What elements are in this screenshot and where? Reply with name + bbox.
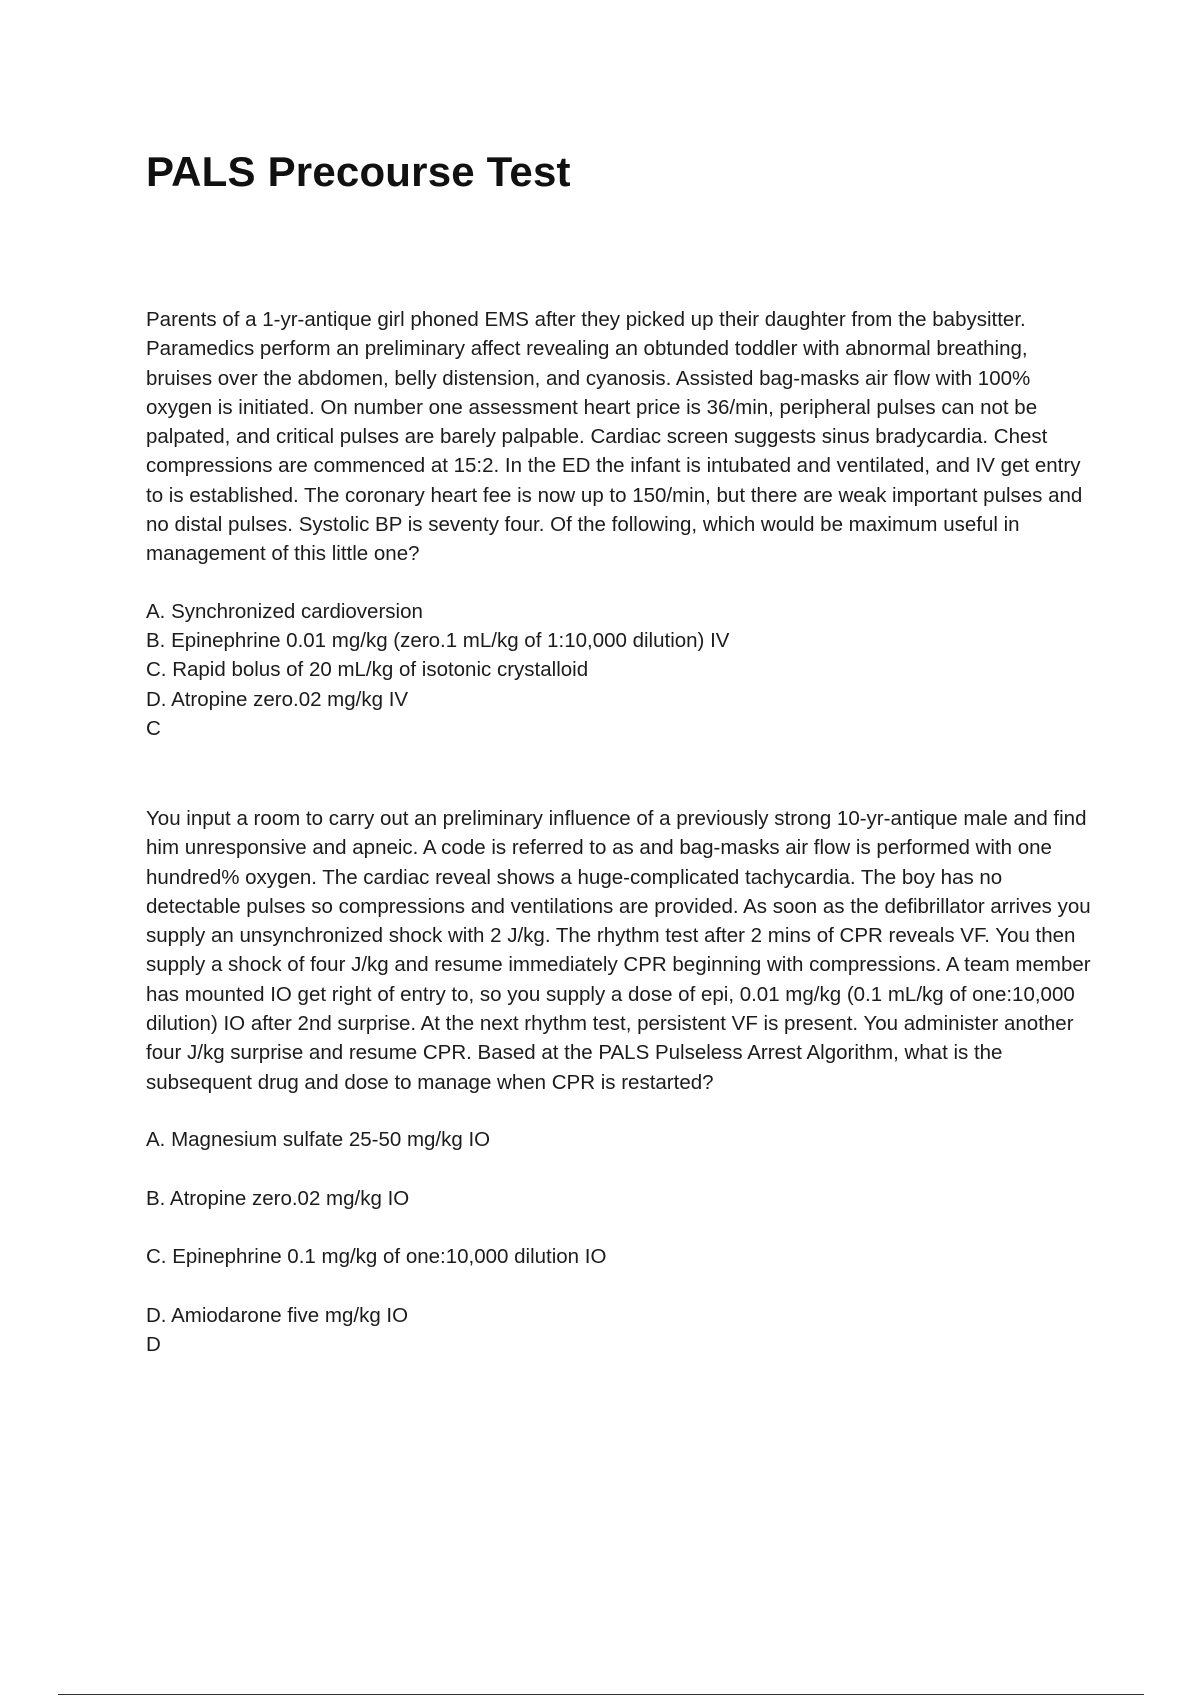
- question-2-option-c: C. Epinephrine 0.1 mg/kg of one:10,000 dilution IO: [146, 1245, 607, 1269]
- question-2-option-d: D. Amiodarone five mg/kg IO: [146, 1303, 409, 1327]
- question-2-option-b: B. Atropine zero.02 mg/kg IO: [146, 1186, 410, 1210]
- question-1-stem: Parents of a 1-yr-antique girl phoned EMS after they picked up their daughter from the babysitter. Paramedics perform an preliminary affect revealing an obtunded toddler with abnormal breathing, bruises over the abdomen, belly distension, and cyanosis. Assisted bag-masks air flow with 100% oxygen is initiated. On number one assessment heart price is 36/min, peripheral pulses can not be palpated, and critical pulses are barely palpable. Cardiac screen suggests sinus bradycardia. Chest compressions are commenced at 15:2. In the ED the infant is intubated and ventilated, and IV get entry to is established. The coronary heart fee is now up to 150/min, but there are weak important pulses and no distal pulses. Systolic BP is seventy four. Of the following, which would be maximum useful in management of this little one?: [146, 308, 1083, 566]
- question-2-stem: You input a room to carry out an preliminary influence of a previously strong 10-yr-antique male and find him unresponsive and apneic. A code is referred to as and bag-masks air flow is performed with one hundred% oxygen. The cardiac reveal shows a huge-complicated tachycardia. The boy has no detectable pulses so compressions and ventilations are provided. As soon as the defibrillator arrives you supply an unsynchronized shock with 2 J/kg. The rhythm test after 2 mins of CPR reveals VF. You then supply a shock of four J/kg and resume immediately CPR beginning with compressions. A team member has mounted IO get right of entry to, so you supply a dose of epi, 0.01 mg/kg (0.1 mL/kg of one:10,000 dilution) IO after 2nd surprise. At the next rhythm test, persistent VF is present. You administer another four J/kg surprise and resume CPR. Based at the PALS Pulseless Arrest Algorithm, what is the subsequent drug and dose to manage when CPR is restarted?: [146, 807, 1091, 1094]
- question-1-option-c: C. Rapid bolus of 20 mL/kg of isotonic crystalloid: [146, 658, 589, 682]
- question-1-option-a: A. Synchronized cardioversion: [146, 599, 423, 623]
- question-1-options: [146, 597, 1096, 714]
- question-1-option-d: D. Atropine zero.02 mg/kg IV: [146, 687, 409, 711]
- question-2: [146, 804, 1096, 1359]
- question-1-answer: C: [146, 716, 161, 740]
- question-2-options: [146, 1125, 1096, 1330]
- question-1-option-b: B. Epinephrine 0.01 mg/kg (zero.1 mL/kg of 1:10,000 dilution) IV: [146, 628, 730, 652]
- document-title: PALS Precourse Test: [146, 148, 571, 195]
- question-1: [146, 305, 1096, 743]
- question-2-answer: D: [146, 1333, 161, 1357]
- question-2-option-a: A. Magnesium sulfate 25-50 mg/kg IO: [146, 1127, 491, 1151]
- footer-divider: [58, 1694, 1144, 1695]
